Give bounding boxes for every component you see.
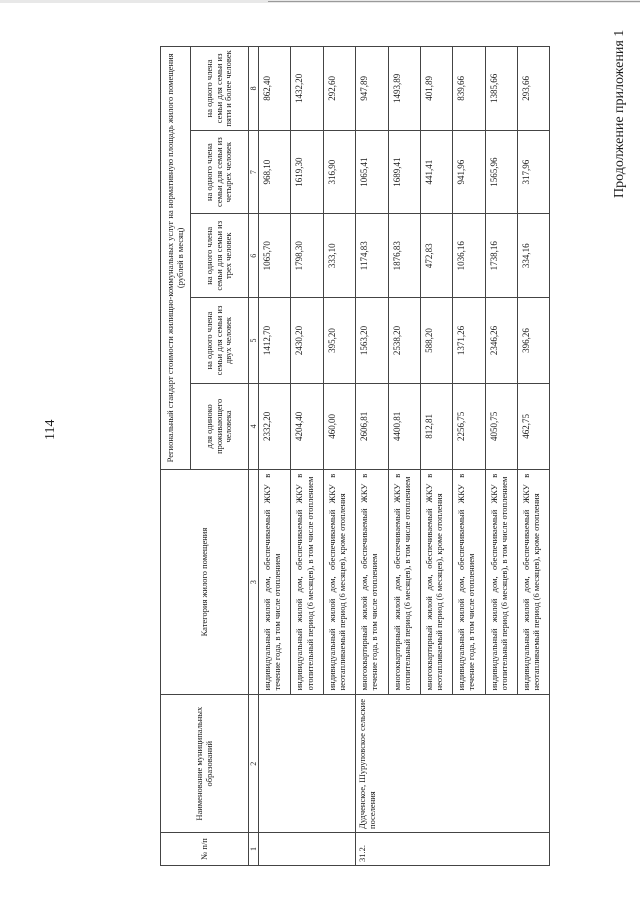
page-number: 114	[43, 419, 58, 440]
value-cell: 4400,81	[388, 383, 420, 469]
value-cell: 1432,20	[291, 47, 323, 131]
value-cell: 317,96	[518, 130, 550, 214]
category-cell: многоквартирный жилой дом, обеспечиваемый ЖКУ в неотапливаемый период (6 месяцев), кроме отопления	[420, 469, 452, 695]
table-row	[259, 47, 291, 866]
value-cell: 2606,81	[356, 383, 388, 469]
index-cell: 2	[249, 695, 259, 833]
value-cell: 1065,41	[356, 130, 388, 214]
header-single: для одиноко проживающего человека	[191, 383, 249, 469]
value-cell: 334,16	[518, 214, 550, 298]
value-cell: 333,10	[323, 214, 355, 298]
value-cell: 1385,66	[485, 47, 517, 131]
rotated-table-wrapper	[160, 46, 605, 866]
header-category: Категория жилого помещения	[161, 469, 249, 695]
value-cell: 401,89	[420, 47, 452, 131]
value-cell: 293,66	[518, 47, 550, 131]
tariff-table	[160, 46, 550, 866]
header-family-3: на одного члена семьи для семьи из трех человек	[191, 214, 249, 298]
value-cell: 292,60	[323, 47, 355, 131]
category-cell: многоквартирный жилой дом, обеспечиваемый ЖКУ в отопительный период (6 месяцев), в том числе отоплением	[388, 469, 420, 695]
value-cell: 2332,20	[259, 383, 291, 469]
value-cell: 1412,70	[259, 298, 291, 384]
value-cell: 396,26	[518, 298, 550, 384]
value-cell: 316,90	[323, 130, 355, 214]
value-cell: 395,20	[323, 298, 355, 384]
row-number	[259, 832, 356, 865]
value-cell: 441,41	[420, 130, 452, 214]
value-cell: 4050,75	[485, 383, 517, 469]
index-cell: 7	[249, 130, 259, 214]
value-cell: 1565,96	[485, 130, 517, 214]
category-cell: индивидуальный жилой дом, обеспечиваемый ЖКУ в отопительный период (6 месяцев), в том числе отоплением	[291, 469, 323, 695]
continuation-title: Продолжение приложения 1	[612, 29, 627, 198]
value-cell: 1036,16	[453, 214, 485, 298]
value-cell: 2430,20	[291, 298, 323, 384]
category-cell: индивидуальный жилой дом, обеспечиваемый ЖКУ в неотапливаемый период (6 месяцев), кроме отопления	[518, 469, 550, 695]
category-cell: индивидуальный жилой дом, обеспечиваемый ЖКУ в течение года, в том числе отоплением	[453, 469, 485, 695]
index-cell: 8	[249, 47, 259, 131]
value-cell: 462,75	[518, 383, 550, 469]
category-cell: многоквартирный жилой дом, обеспечиваемый ЖКУ в течение года, в том числе отоплением	[356, 469, 388, 695]
header-family-2: на одного члена семьи для семьи из двух человек	[191, 298, 249, 384]
value-cell: 862,40	[259, 47, 291, 131]
value-cell: 1065,70	[259, 214, 291, 298]
value-cell: 588,20	[420, 298, 452, 384]
header-municipality: Наименование муниципальных образований	[161, 695, 249, 833]
value-cell: 2256,75	[453, 383, 485, 469]
value-cell: 1876,83	[388, 214, 420, 298]
value-cell: 1798,30	[291, 214, 323, 298]
table-row	[356, 47, 388, 866]
municipality-name: Дудченское, Шуруповское сельские поселения	[356, 695, 550, 833]
index-cell: 5	[249, 298, 259, 384]
value-cell: 4204,40	[291, 383, 323, 469]
value-cell: 1174,83	[356, 214, 388, 298]
value-cell: 1493,89	[388, 47, 420, 131]
index-cell: 1	[249, 832, 259, 865]
value-cell: 1738,16	[485, 214, 517, 298]
value-cell: 1563,20	[356, 298, 388, 384]
header-family-5: на одного члена семьи для семьи из пяти и более человек	[191, 47, 249, 131]
value-cell: 472,83	[420, 214, 452, 298]
index-cell: 3	[249, 469, 259, 695]
header-regional-standard: Региональный стандарт стоимости жилищно-коммунальных услуг на нормативную площадь жилого помещения (рублей в месяц)	[161, 47, 191, 470]
value-cell: 812,81	[420, 383, 452, 469]
category-cell: индивидуальный жилой дом, обеспечиваемый ЖКУ в неотапливаемый период (6 месяцев), кроме отопления	[323, 469, 355, 695]
index-cell: 6	[249, 214, 259, 298]
header-number: № п/п	[161, 832, 249, 865]
value-cell: 2346,26	[485, 298, 517, 384]
value-cell: 460,00	[323, 383, 355, 469]
value-cell: 1371,26	[453, 298, 485, 384]
index-cell: 4	[249, 383, 259, 469]
header-family-4: на одного члена семьи для семьи из четырех человек	[191, 130, 249, 214]
value-cell: 839,66	[453, 47, 485, 131]
value-cell: 968,10	[259, 130, 291, 214]
value-cell: 1689,41	[388, 130, 420, 214]
value-cell: 947,89	[356, 47, 388, 131]
value-cell: 2538,20	[388, 298, 420, 384]
category-cell: индивидуальный жилой дом, обеспечиваемый ЖКУ в отопительный период (6 месяцев), в том числе отоплением	[485, 469, 517, 695]
municipality-name	[259, 695, 356, 833]
value-cell: 1619,30	[291, 130, 323, 214]
value-cell: 941,96	[453, 130, 485, 214]
scan-top-line	[268, 1, 640, 2]
category-cell: индивидуальный жилой дом, обеспечиваемый ЖКУ в течение года, в том числе отоплением	[259, 469, 291, 695]
row-number: 31.2.	[356, 832, 550, 865]
